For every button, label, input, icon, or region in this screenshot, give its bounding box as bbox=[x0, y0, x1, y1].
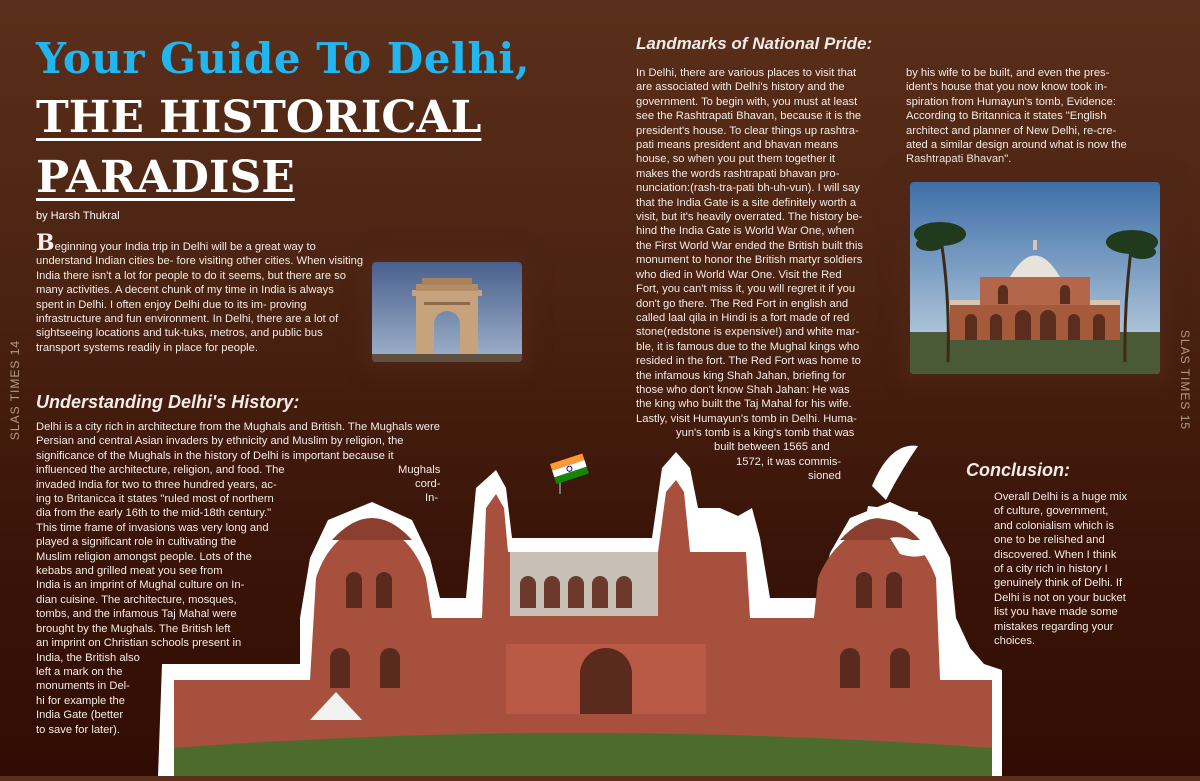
landmarks-tail-line: built between 1565 and bbox=[714, 441, 830, 454]
landmarks-line: spiration from Humayun's tomb, Evidence: bbox=[906, 95, 1116, 108]
landmarks-line: president's house. To clear things up rashtra- bbox=[636, 124, 859, 137]
conclusion-line: discovered. When I think bbox=[994, 548, 1117, 561]
history-line: to save for later). bbox=[36, 723, 120, 736]
landmarks-line: visit, but it's heavily overrated. The history be- bbox=[636, 211, 863, 224]
conclusion-line: list you have made some bbox=[994, 606, 1118, 619]
history-line: India is an imprint of Mughal culture on In- bbox=[36, 579, 245, 592]
landmarks-line: hind the India Gate is World War One, when bbox=[636, 225, 855, 238]
landmarks-line: Fort, you can't miss it, you will regret it if you bbox=[636, 283, 856, 296]
landmarks-tail-line: yun's tomb is a king's tomb that was bbox=[676, 427, 855, 439]
landmarks-line: monument to honor the British martyr soldiers bbox=[636, 254, 863, 267]
history-fragment: Mughals bbox=[398, 464, 441, 476]
landmarks-line: house, so when you put them together it bbox=[636, 153, 836, 166]
landmarks-line: ident's house that you now know took in- bbox=[906, 81, 1108, 94]
history-line: Muslim religion amongst people. Lots of the bbox=[36, 550, 252, 563]
drop-cap: B bbox=[36, 230, 55, 256]
conclusion-line: Delhi is not on your bucket bbox=[994, 591, 1126, 604]
page-label-left: SLAS TIMES 14 bbox=[8, 339, 22, 441]
history-line: kebabs and grilled meat you see from bbox=[36, 565, 223, 578]
landmarks-line: In Delhi, there are various places to visit that bbox=[636, 67, 857, 79]
landmarks-line: stone(redstone is expensive!) and white mar- bbox=[636, 326, 860, 339]
decorative-strokes bbox=[860, 442, 960, 562]
history-heading: Understanding Delhi's History: bbox=[36, 392, 300, 412]
conclusion-line: one to be relished and bbox=[994, 534, 1105, 547]
humayuns-tomb-photo bbox=[910, 182, 1160, 374]
history-line: invaded India for two to three hundred years, ac- bbox=[36, 478, 277, 491]
landmarks-line: ble, it is famous due to the Mughal kings who bbox=[636, 340, 860, 353]
landmarks-tail-line: sioned bbox=[808, 470, 841, 483]
history-line: brought by the Mughals. The British left bbox=[36, 622, 231, 635]
landmarks-line: are associated with Delhi's history and the bbox=[636, 81, 845, 94]
landmarks-line: ated a similar design around what is now the bbox=[906, 139, 1127, 152]
landmarks-line: nunciation:(rash-tra-pati bh-uh-vun). I will say bbox=[636, 182, 860, 195]
history-line: dian cuisine. The architecture, mosques, bbox=[36, 593, 237, 606]
history-line: left a mark on the bbox=[36, 665, 123, 678]
history-line: an imprint on Christian schools present in bbox=[36, 637, 242, 650]
title-line-3: PARADISE bbox=[36, 152, 295, 203]
india-gate-photo bbox=[372, 262, 522, 362]
history-line: played a significant role in cultivating the bbox=[36, 536, 237, 549]
title-line-2: THE HISTORICAL bbox=[36, 92, 482, 143]
intro-paragraph bbox=[36, 230, 522, 366]
history-fragment: cord- bbox=[415, 478, 441, 490]
history-fragment: In- bbox=[425, 492, 439, 504]
landmarks-line: architect and planner of New Delhi, re-cre- bbox=[906, 124, 1117, 137]
landmarks-line: According to Britannica it states "English bbox=[906, 110, 1107, 123]
landmarks-heading: Landmarks of National Pride: bbox=[636, 34, 873, 53]
conclusion-heading: Conclusion: bbox=[966, 460, 1070, 480]
landmarks-column-2 bbox=[906, 66, 1168, 167]
page-label-right: SLAS TIMES 15 bbox=[1178, 329, 1192, 431]
history-line: monuments in Del- bbox=[36, 680, 130, 693]
landmarks-line: makes the words rashtrapati bhavan pro- bbox=[636, 167, 840, 180]
conclusion-line: choices. bbox=[994, 635, 1036, 648]
landmarks-line: the infamous king Shah Jahan, briefing for bbox=[636, 369, 846, 382]
history-line: ing to Britanicca it states "ruled most of northern bbox=[36, 493, 274, 506]
conclusion-text bbox=[994, 490, 1164, 648]
landmarks-line: pati means president and bhavan means bbox=[636, 139, 839, 152]
landmarks-line: government. To begin with, you must at least bbox=[636, 95, 858, 108]
intro-text: eginning your India trip in Delhi will be a great way to understand Indian cities be- fore visiting other cities. When visiting India there isn't a lot for people to do it seems, but there are so many activities. A decent chunk of my time in India is always spent in Delhi. I often enjoy Delhi due to its im- proving infrastructure and fun environment. In Delhi, there are a lot of sightseeing locations and tuk-tuks, metros, and public bus transport systems readily in place for people. bbox=[36, 241, 364, 354]
history-line: India Gate (better bbox=[36, 709, 124, 722]
conclusion-line: mistakes regarding your bbox=[994, 620, 1114, 633]
conclusion-line: Overall Delhi is a huge mix bbox=[994, 491, 1128, 503]
landmarks-tail-line: 1572, it was commis- bbox=[736, 455, 842, 468]
byline: by Harsh Thukral bbox=[36, 210, 120, 222]
landmarks-line: called laal qila in Hindi is a fort made of red bbox=[636, 311, 850, 324]
landmarks-line: the First World War ended the British built this bbox=[636, 239, 863, 252]
title-line-1: Your Guide To Delhi, bbox=[36, 34, 530, 83]
landmarks-line: see the Rashtrapati Bhavan, because it is the bbox=[636, 110, 862, 123]
history-line: This time frame of invasions was very long and bbox=[36, 521, 269, 534]
indian-flag bbox=[550, 453, 589, 483]
landmarks-line: those who don't know Shah Jahan: He was bbox=[636, 383, 850, 396]
history-line: Delhi is a city rich in architecture from the Mughals and British. The Mughals were bbox=[36, 421, 440, 433]
history-line: hi for example the bbox=[36, 694, 125, 707]
landmarks-line: by his wife to be built, and even the pres- bbox=[906, 67, 1110, 79]
history-line: dia from the early 16th to the mid-18th century." bbox=[36, 507, 272, 520]
landmarks-line: Lastly, visit Humayun's tomb in Delhi. Huma- bbox=[636, 412, 857, 425]
landmarks-line: Rashtrapati Bhavan". bbox=[906, 153, 1012, 166]
landmarks-line: don't go there. The Red Fort in english and bbox=[636, 297, 849, 310]
history-line: influenced the architecture, religion, and food. The bbox=[36, 464, 285, 477]
history-line: significance of the Mughals in the history of Delhi is important because it bbox=[36, 449, 394, 462]
conclusion-line: of culture, government, bbox=[994, 505, 1109, 518]
history-line: tombs, and the infamous Taj Mahal were bbox=[36, 608, 237, 621]
landmarks-line: resided in the fort. The Red Fort was home to bbox=[636, 355, 861, 368]
landmarks-line: the king who built the Taj Mahal for his wife. bbox=[636, 398, 852, 411]
history-line: India, the British also bbox=[36, 651, 140, 664]
history-line: Persian and central Asian invaders by ethnicity and Muslim by religion, the bbox=[36, 435, 404, 448]
conclusion-line: of a city rich in history I bbox=[994, 563, 1108, 576]
conclusion-line: genuinely think of Delhi. If bbox=[994, 577, 1123, 590]
landmarks-column-1 bbox=[636, 66, 898, 426]
conclusion-line: and colonialism which is bbox=[994, 519, 1115, 532]
landmarks-line: that the India Gate is a site definitely worth a bbox=[636, 196, 857, 209]
landmarks-line: who died in World War One. Visit the Red bbox=[636, 268, 842, 281]
